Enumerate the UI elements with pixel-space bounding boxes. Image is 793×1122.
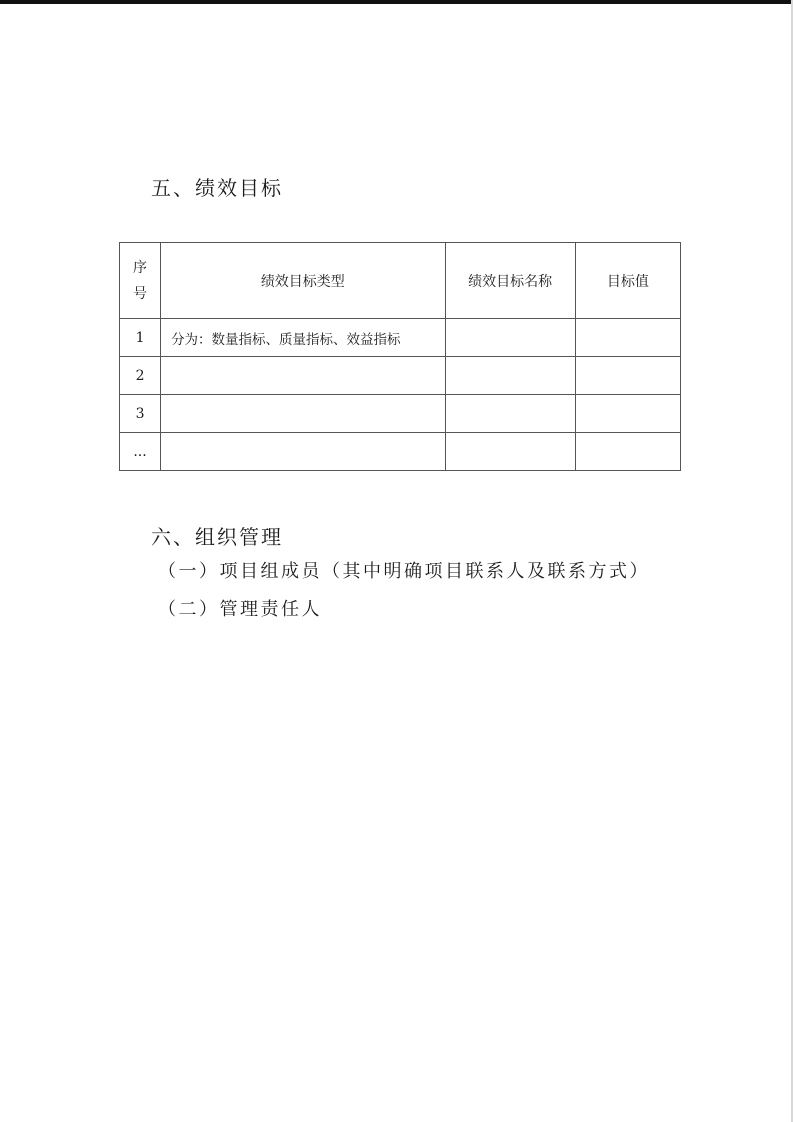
row-seq: ...	[120, 433, 161, 471]
row-target-value	[575, 319, 680, 357]
table-row	[120, 319, 681, 357]
row-goal-name	[445, 395, 575, 433]
row-seq: 3	[120, 395, 161, 433]
table-row	[120, 395, 681, 433]
row-seq: 1	[120, 319, 161, 357]
section-title-performance-goals: 五、绩效目标	[151, 176, 283, 200]
row-goal-name	[445, 357, 575, 395]
subitem-project-members: （一）项目组成员（其中明确项目联系人及联系方式）	[158, 561, 650, 582]
row-goal-type: 分为：数量指标、质量指标、效益指标	[161, 319, 446, 357]
row-seq: 2	[120, 357, 161, 395]
subitem-responsible-person: （二）管理责任人	[158, 599, 322, 620]
table-header-row	[120, 243, 681, 319]
row-target-value	[575, 357, 680, 395]
performance-goals-table	[119, 242, 681, 471]
row-goal-name	[445, 433, 575, 471]
section-title-organization-management: 六、组织管理	[151, 525, 283, 549]
header-seq: 序号	[120, 243, 161, 319]
header-target-value: 目标值	[575, 243, 680, 319]
row-target-value	[575, 433, 680, 471]
header-goal-type: 绩效目标类型	[161, 243, 446, 319]
row-goal-type	[161, 433, 446, 471]
table-row	[120, 357, 681, 395]
scan-top-edge	[0, 0, 793, 4]
header-goal-name: 绩效目标名称	[445, 243, 575, 319]
row-goal-name	[445, 319, 575, 357]
table-row	[120, 433, 681, 471]
row-goal-type	[161, 395, 446, 433]
row-goal-type	[161, 357, 446, 395]
row-target-value	[575, 395, 680, 433]
